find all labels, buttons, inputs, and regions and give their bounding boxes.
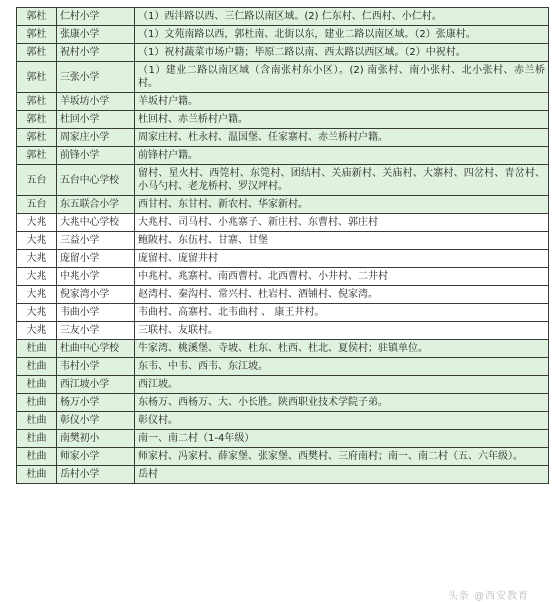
- table-row: [17, 8, 549, 26]
- table-row: [17, 412, 549, 430]
- school-cell: 西江坡小学: [57, 376, 135, 394]
- school-cell: 大兆中心学校: [57, 214, 135, 232]
- school-cell: 前锋小学: [57, 147, 135, 165]
- area-cell: 庞留村、庞留井村: [135, 250, 549, 268]
- town-cell: 郭杜: [17, 8, 57, 26]
- area-cell: 羊坂村户籍。: [135, 93, 549, 111]
- table-row: [17, 214, 549, 232]
- school-cell: 倪家湾小学: [57, 286, 135, 304]
- area-cell: 东韦、中韦、西韦、东江坡。: [135, 358, 549, 376]
- area-cell: 牛家湾、桃溪堡、寺坡、杜东、杜西、杜北、夏侯村；驻镇单位。: [135, 340, 549, 358]
- school-cell: 彰仪小学: [57, 412, 135, 430]
- town-cell: 郭杜: [17, 111, 57, 129]
- area-cell: （1）西沣路以西、三仁路以南区域。(2) 仁东村、仁西村、小仁村。: [135, 8, 549, 26]
- table-row: [17, 430, 549, 448]
- school-district-table: [16, 7, 549, 484]
- school-cell: 杜回小学: [57, 111, 135, 129]
- table-row: [17, 466, 549, 484]
- area-cell: （1）祝村蔬菜市场户籍；毕原二路以南、西太路以西区域。（2）中祝村。: [135, 44, 549, 62]
- school-cell: 岳村小学: [57, 466, 135, 484]
- area-cell: 杜回村、赤兰桥村户籍。: [135, 111, 549, 129]
- town-cell: 大兆: [17, 232, 57, 250]
- area-cell: 大兆村、司马村、小兆寨子、新庄村、东曹村、郭庄村: [135, 214, 549, 232]
- town-cell: 杜曲: [17, 376, 57, 394]
- town-cell: 郭杜: [17, 62, 57, 93]
- town-cell: 大兆: [17, 286, 57, 304]
- area-cell: 中兆村、兆寨村、南西曹村、北西曹村、小井村、二井村: [135, 268, 549, 286]
- table-row: [17, 129, 549, 147]
- town-cell: 大兆: [17, 214, 57, 232]
- area-cell: 留村、星火村、西筦村、东筦村、团结村、关庙新村、关庙村、大寨村、四岔村、青岔村、小马勺村、老龙桥村、罗汉坪村。: [135, 165, 549, 196]
- school-cell: 师家小学: [57, 448, 135, 466]
- school-cell: 周家庄小学: [57, 129, 135, 147]
- table-row: [17, 394, 549, 412]
- town-cell: 杜曲: [17, 394, 57, 412]
- town-cell: 杜曲: [17, 358, 57, 376]
- school-cell: 祝村小学: [57, 44, 135, 62]
- table-row: [17, 268, 549, 286]
- table-row: [17, 147, 549, 165]
- table-row: [17, 286, 549, 304]
- area-cell: （1）文苑南路以西，郭杜南、北街以东，建业二路以南区域。（2）张康村。: [135, 26, 549, 44]
- area-cell: 西甘村、东甘村、新农村、华家新村。: [135, 196, 549, 214]
- school-cell: 三友小学: [57, 322, 135, 340]
- area-cell: （1）建业二路以南区域（含南张村东小区）。(2) 南张村、南小张村、北小张村、赤兰桥村。: [135, 62, 549, 93]
- table-row: [17, 44, 549, 62]
- school-cell: 东五联合小学: [57, 196, 135, 214]
- area-cell: 师家村、冯家村、薛家堡、张家堡、西樊村、三府南村；南一、南二村（五、六年级）。: [135, 448, 549, 466]
- area-cell: 东杨万、西杨万、大、小长胜。陕西职业技术学院子弟。: [135, 394, 549, 412]
- area-cell: 前锋村户籍。: [135, 147, 549, 165]
- table-row: [17, 250, 549, 268]
- town-cell: 郭杜: [17, 44, 57, 62]
- school-cell: 韦村小学: [57, 358, 135, 376]
- area-cell: 鲍陂村、东伍村、甘寨、甘堡: [135, 232, 549, 250]
- town-cell: 杜曲: [17, 430, 57, 448]
- town-cell: 大兆: [17, 250, 57, 268]
- table-row: [17, 111, 549, 129]
- area-cell: 南一、南二村（1-4年级）: [135, 430, 549, 448]
- school-cell: 杜曲中心学校: [57, 340, 135, 358]
- school-cell: 南樊初小: [57, 430, 135, 448]
- town-cell: 郭杜: [17, 129, 57, 147]
- town-cell: 大兆: [17, 304, 57, 322]
- school-cell: 杨万小学: [57, 394, 135, 412]
- town-cell: 郭杜: [17, 26, 57, 44]
- town-cell: 杜曲: [17, 466, 57, 484]
- school-cell: 张康小学: [57, 26, 135, 44]
- school-cell: 韦曲小学: [57, 304, 135, 322]
- table-row: [17, 376, 549, 394]
- school-cell: 仁村小学: [57, 8, 135, 26]
- area-cell: 韦曲村、高寨村、北韦曲村 、 康王井村。: [135, 304, 549, 322]
- school-cell: 三益小学: [57, 232, 135, 250]
- school-cell: 五台中心学校: [57, 165, 135, 196]
- table-row: [17, 340, 549, 358]
- town-cell: 杜曲: [17, 412, 57, 430]
- table-row: [17, 304, 549, 322]
- table-row: [17, 26, 549, 44]
- area-cell: 周家庄村、杜永村、温国堡、任家寨村、赤兰桥村户籍。: [135, 129, 549, 147]
- town-cell: 杜曲: [17, 448, 57, 466]
- area-cell: 三联村、友联村。: [135, 322, 549, 340]
- town-cell: 郭杜: [17, 147, 57, 165]
- town-cell: 郭杜: [17, 93, 57, 111]
- town-cell: 杜曲: [17, 340, 57, 358]
- table-row: [17, 322, 549, 340]
- table-row: [17, 196, 549, 214]
- table-row: [17, 165, 549, 196]
- town-cell: 五台: [17, 196, 57, 214]
- area-cell: 岳村: [135, 466, 549, 484]
- town-cell: 五台: [17, 165, 57, 196]
- table-row: [17, 358, 549, 376]
- school-cell: 三张小学: [57, 62, 135, 93]
- area-cell: 赵湾村、秦沟村、常兴村、杜岩村、酒铺村、倪家湾。: [135, 286, 549, 304]
- town-cell: 大兆: [17, 268, 57, 286]
- table-row: [17, 448, 549, 466]
- area-cell: 西江坡。: [135, 376, 549, 394]
- school-cell: 庞留小学: [57, 250, 135, 268]
- watermark: 头条 @西安教育: [447, 591, 529, 602]
- table-body: [17, 8, 549, 484]
- area-cell: 彰仪村。: [135, 412, 549, 430]
- table-row: [17, 232, 549, 250]
- school-cell: 羊坂坊小学: [57, 93, 135, 111]
- school-cell: 中兆小学: [57, 268, 135, 286]
- town-cell: 大兆: [17, 322, 57, 340]
- table-row: [17, 62, 549, 93]
- table-row: [17, 93, 549, 111]
